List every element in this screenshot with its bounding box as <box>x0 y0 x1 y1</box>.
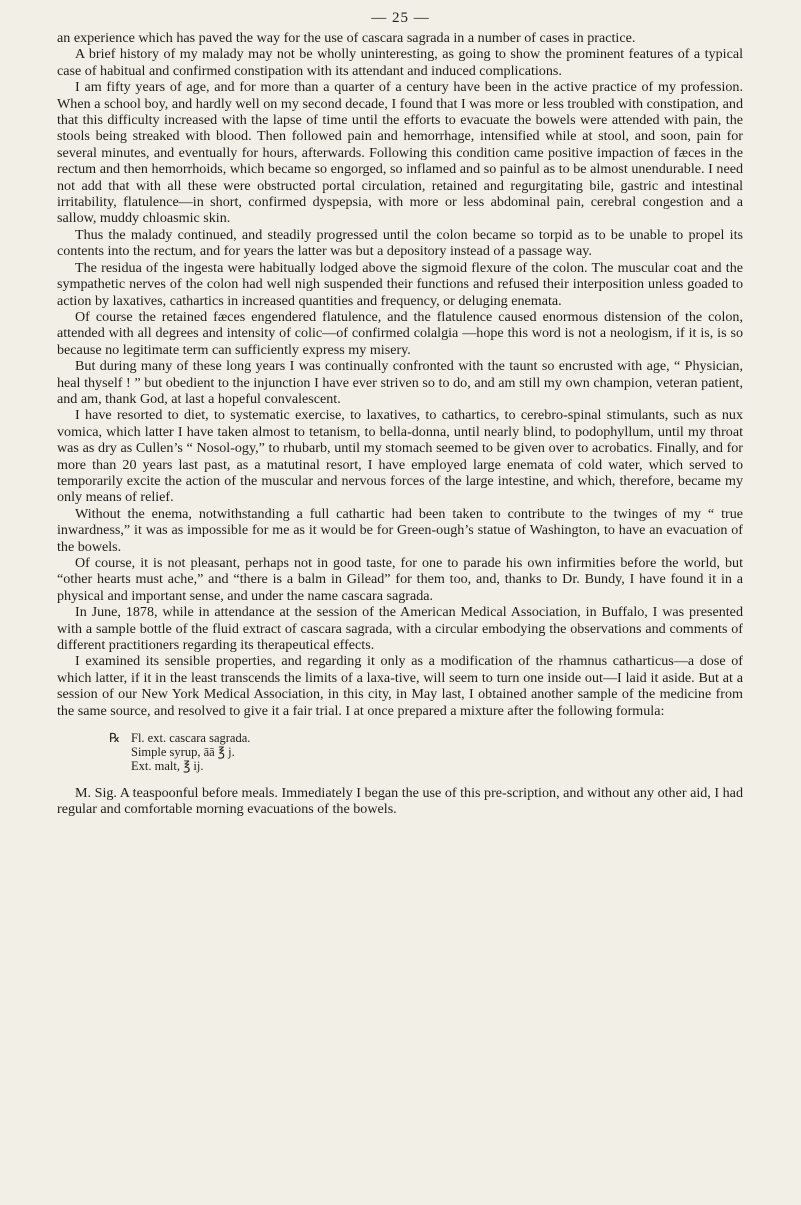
paragraph: Of course the retained fæces engendered flatulence, and the flatulence caused enormous distension of the colon, attended with all degrees and intensity of colic—of confirmed colalgia —hope this word is not a neologism, if it is, is so because no legitimate term can sufficiently express my misery. <box>57 308 743 358</box>
paragraph: Without the enema, notwithstanding a full cathartic had been taken to contribute to the twinges of my “ true inwardness,” it was as impossible for me as it would be for Green-ough’s statue of Washington, to have an evacuation of the bowels. <box>57 505 743 555</box>
paragraph: I examined its sensible properties, and regarding it only as a modification of the rhamnus catharticus—a dose of which latter, if it in the least transcends the limits of a laxa-tive, will seem to turn one inside out—I laid it aside. But at a session of our New York Medical Association, in this city, in May last, I obtained another sample of the medicine from the same source, and resolved to give it a fair trial. I at once prepared a mixture after the following formula: <box>57 653 743 719</box>
paragraph: The residua of the ingesta were habitually lodged above the sigmoid flexure of the colon. The muscular coat and the sympathetic nerves of the colon had well nigh suspended their functions and refused their interposition unless goaded to action by laxatives, cathartics in increased quantities and frequency, or deluging enemata. <box>57 259 743 309</box>
paragraph: I am fifty years of age, and for more than a quarter of a century have been in the active practice of my profession. When a school boy, and hardly well on my second decade, I found that I was more or less troubled with constipation, and that this difficulty increased with the lapse of time until the efforts to evacuate the bowels were attended with pain, the stools being streaked with blood. Then followed pain and hemorrhage, intensified while at stool, and soon, pain for several minutes, and eventually for hours, afterwards. Following this condition came positive impaction of fæces in the rectum and then hemorrhoids, which became so engorged, so inflamed and so painful as to be almost unendurable. I need not add that with all these were obstructed portal circulation, retained and regurgitating bile, gastric and intestinal irritability, flatulence—in short, confirmed dyspepsia, with more or less abdominal pain, cerebral congestion and a sallow, muddy chloasmic skin. <box>57 79 743 227</box>
paragraph: M. Sig. A teaspoonful before meals. Immediately I began the use of this pre-scription, and without any other aid, I had regular and comfortable morning evacuations of the bowels. <box>57 785 743 818</box>
body-text <box>57 30 743 818</box>
page-number: — 25 — <box>371 10 430 26</box>
formula-line: Simple syrup, āā ℥ j. <box>131 745 235 760</box>
rx-symbol: ℞ <box>109 731 121 746</box>
paragraph: In June, 1878, while in attendance at the session of the American Medical Association, in Buffalo, I was presented with a sample bottle of the fluid extract of cascara sagrada, with a circular embodying the observations and comments of different practitioners regarding its therapeutical effects. <box>57 604 743 654</box>
paragraph: an experience which has paved the way for the use of cascara sagrada in a number of cases in practice. <box>57 30 636 46</box>
paragraph: A brief history of my malady may not be wholly uninteresting, as going to show the prominent features of a typical case of habitual and confirmed constipation with its attendant and induced complications. <box>57 46 743 79</box>
paragraph: Thus the malady continued, and steadily progressed until the colon became so torpid as to be unable to propel its contents into the rectum, and for years the latter was but a depository instead of a passage way. <box>57 226 743 260</box>
formula-line: Ext. malt, ℥ ij. <box>131 759 204 774</box>
formula-line <box>109 731 743 745</box>
formula-line-text: Fl. ext. cascara sagrada. <box>131 731 251 746</box>
paragraph: I have resorted to diet, to systematic exercise, to laxatives, to cathartics, to cerebro-spinal stimulants, such as nux vomica, which latter I have taken almost to tetanism, to bella-donna, until nearly blind, to podophyllum, until my throat was as dry as Cullen’s “ Nosol-ogy,” to rhubarb, until my stomach seemed to be given over to acrobatics. Finally, and for more than 20 years last past, as a matutinal resort, I have employed large enemata of cold water, which served to temporarily excite the action of the muscular and nervous forces of the large intestine, and which, therefore, became my only means of relief. <box>57 407 743 506</box>
paragraph: But during many of these long years I was continually confronted with the taunt so encrusted with age, “ Physician, heal thyself ! ” but obedient to the injunction I have ever striven so to do, and am still my own champion, veteran patient, and am, thank God, at last a hopeful convalescent. <box>57 358 743 407</box>
prescription-formula <box>109 731 743 773</box>
paragraph: Of course, it is not pleasant, perhaps not in good taste, for one to parade his own infirmities before the world, but “other hearts must ache,” and “there is a balm in Gilead” for them too, and, thanks to Dr. Bundy, I have found it in a physical and important sense, and under the name cascara sagrada. <box>57 555 743 604</box>
